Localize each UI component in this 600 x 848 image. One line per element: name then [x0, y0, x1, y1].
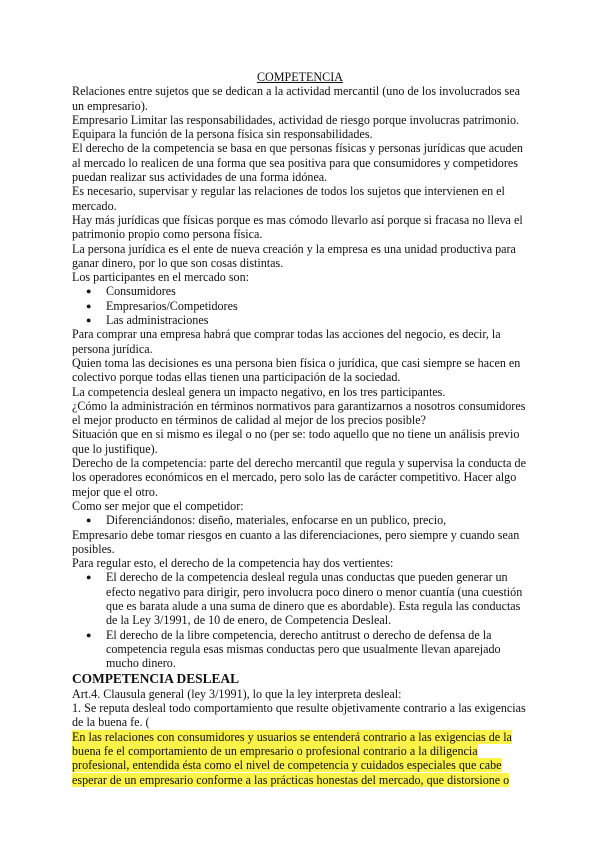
paragraph: Derecho de la competencia: parte del derecho mercantil que regula y supervisa la conducta de los operadores económicos en el mercado, pero solo las de carácter competitivo. Hacer algo mejor que el otro. — [72, 456, 526, 499]
paragraph: La competencia desleal genera un impacto negativo, en los tres participantes. — [72, 384, 446, 399]
paragraph: 1. Se reputa desleal todo comportamiento que resulte objetivamente contrario a las exigencias de la buena fe. ( — [72, 701, 526, 730]
list-item: ● Empresarios/Competidores — [106, 299, 528, 313]
paragraph: El derecho de la competencia se basa en que personas físicas y personas jurídicas que acuden al mercado lo realicen de una forma que sea positiva para que consumidores y competidores puedan realizar sus actividades de una forma idónea. — [72, 141, 523, 185]
paragraph: Para regular esto, el derecho de la competencia hay dos vertientes: — [72, 556, 394, 571]
paragraph: Situación que en si mismo es ilegal o no (per se: todo aquello que no tiene un análisis previo que lo justifique). — [72, 427, 520, 456]
list-item: ● Diferenciándonos: diseño, materiales, enfocarse en un publico, precio, — [106, 513, 528, 527]
intro-paragraphs — [72, 84, 528, 284]
participants-list — [72, 284, 528, 327]
paragraph: Empresario debe tomar riesgos en cuanto a las diferenciaciones, pero siempre y cuando sean posibles. — [72, 527, 520, 556]
regulation-paragraphs — [72, 528, 528, 571]
paragraph: ¿Cómo la administración en términos normativos para garantizarnos a nosotros consumidores el mejor producto en términos de calidad al mejor de los precios posible? — [72, 398, 526, 428]
paragraph: Empresario Limitar las responsabilidades, actividad de riesgo porque involucras patrimonio. Equipara la función de la persona física sin responsabilidades. — [72, 112, 520, 142]
paragraph: Los participantes en el mercado son: — [72, 270, 249, 285]
article-paragraphs — [72, 687, 528, 730]
paragraph: La persona jurídica es el ente de nueva creación y la empresa es una unidad productiva para ganar dinero, por lo que son cosas distintas. — [72, 241, 516, 270]
paragraph: Es necesario, supervisar y regular las relaciones de todos los sujetos que intervienen en el mercado. — [72, 184, 505, 213]
highlighted-text: En las relaciones con consumidores y usuarios se entenderá contrario a las exigencias de la buena fe el comportamiento de un empresario o profesional contrario a la diligencia profesional, entendida ésta como el nivel de competencia y cuidados especiales que cabe esperar de un empresario conforme a las prácticas honestas del mercado, que distorsione o — [72, 729, 512, 787]
paragraph: Relaciones entre sujetos que se dedican a la actividad mercantil (uno de los involucrados sea un empresario). — [72, 84, 520, 113]
paragraph: Quien toma las decisiones es una persona bien física o jurídica, que casi siempre se hacen en colectivo porque todas ellas tienen una participación de la sociedad. — [72, 355, 521, 385]
vertientes-list — [72, 570, 528, 670]
section-heading-competencia-desleal: COMPETENCIA DESLEAL — [72, 671, 240, 687]
paragraph: Hay más jurídicas que físicas porque es mas cómodo llevarlo así porque si fracasa no lleva el patrimonio propio como persona física. — [72, 212, 523, 242]
differentiation-list — [72, 513, 528, 527]
paragraph: Art.4. Clausula general (ley 3/1991), lo que la ley interpreta desleal: — [72, 686, 402, 701]
body-paragraphs — [72, 327, 528, 513]
paragraph: Para comprar una empresa habrá que comprar todas las acciones del negocio, es decir, la persona jurídica. — [72, 327, 501, 356]
document-title: COMPETENCIA — [256, 70, 343, 84]
list-item: ● Las administraciones — [106, 313, 528, 327]
list-item: ● Consumidores — [106, 284, 528, 298]
paragraph: Como ser mejor que el competidor: — [72, 498, 244, 513]
highlighted-paragraph — [72, 730, 528, 787]
list-item: ● El derecho de la competencia desleal regula unas conductas que pueden generar un efecto negativo para dirigir, pero involucra poco dinero o menor cuantía (una cuestión que es barata alude a una suma de dinero que es abordable). Esta regula las conductas de la Ley 3/1991, de 10 de enero, de Competencia Desleal. — [106, 570, 528, 627]
list-item: ● El derecho de la libre competencia, derecho antitrust o derecho de defensa de la competencia regula esas mismas conductas pero que usualmente llevan aparejado mucho dinero. — [106, 628, 528, 671]
